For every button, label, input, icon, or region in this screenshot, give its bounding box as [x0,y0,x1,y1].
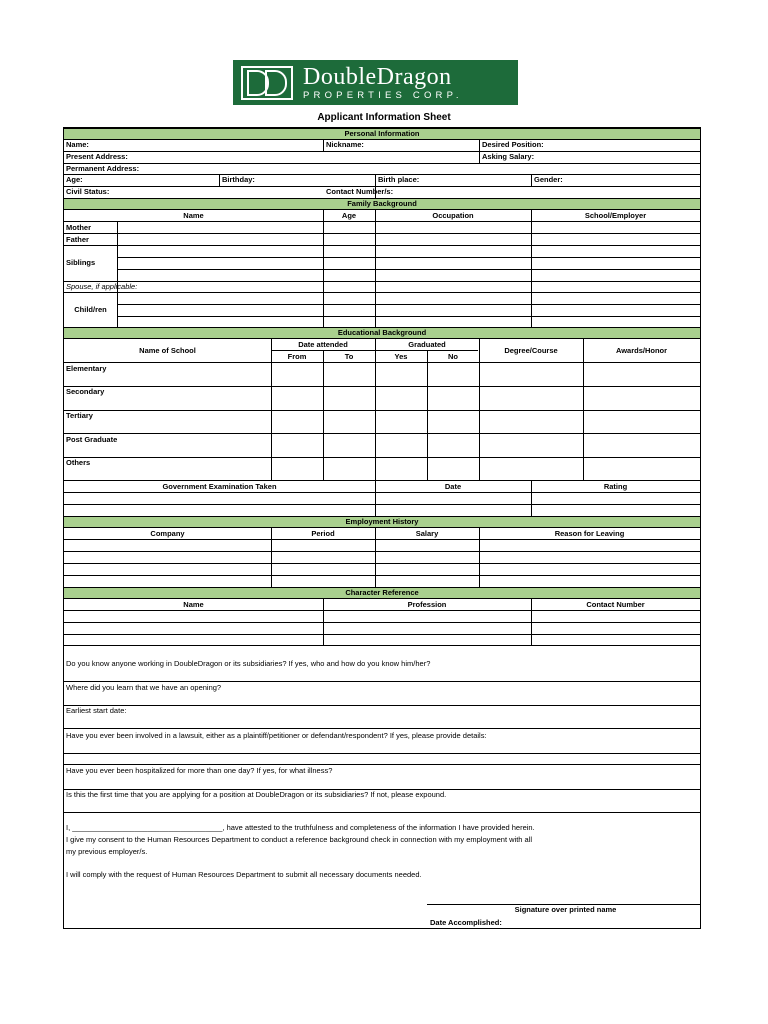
edu-col-from: From [287,352,307,361]
edu-col-graduated: Graduated [408,340,446,349]
employment-col-reason: Reason for Leaving [554,529,625,538]
question-start-date: Earliest start date: [66,706,127,715]
personal-info-header: Personal Information [64,128,700,140]
name-field[interactable]: Name: [66,140,89,149]
birthday-field[interactable]: Birthday: [222,175,255,184]
family-col-name: Name [183,211,204,220]
company-logo [233,60,518,105]
edu-col-to: To [344,352,354,361]
mother-label: Mother [66,223,91,232]
spouse-label: Spouse, if applicable: [66,282,138,291]
family-col-occupation: Occupation [432,211,474,220]
asking-salary-field[interactable]: Asking Salary: [482,152,535,161]
employment-history-header: Employment History [64,516,700,528]
question-first-time: Is this the first time that you are applying for a position at DoubleDragon or its subsidiaries? If not, please expound. [66,790,447,799]
family-col-age: Age [341,211,357,220]
character-reference-header: Character Reference [64,587,700,599]
permanent-address-field[interactable]: Permanent Address: [66,164,140,173]
civil-status-field[interactable]: Civil Status: [66,187,110,196]
date-accomplished-field[interactable]: Date Accomplished: [430,918,502,927]
edu-col-yes: Yes [394,352,408,361]
children-label: Child/ren [74,305,107,314]
educational-background-header: Educational Background [64,327,700,339]
reference-col-contact: Contact Number [586,600,645,609]
question-lawsuit: Have you ever been involved in a lawsuit, either as a plaintiff/petitioner or defendant/respondent? If yes, please provide details: [66,731,487,740]
logo-subtitle: PROPERTIES CORP. [303,89,463,101]
question-hospitalized: Have you ever been hospitalized for more than one day? If yes, for what illness? [66,766,333,775]
edu-level-secondary: Secondary [66,387,105,396]
consent-line-2: I give my consent to the Human Resources Department to conduct a reference background check in connection with my employment with all [66,835,533,844]
family-col-school-employer: School/Employer [584,211,647,220]
gov-exam-rating-col: Rating [603,482,628,491]
applicant-form [63,127,701,929]
question-know-anyone: Do you know anyone working in DoubleDragon or its subsidiaries? If yes, who and how do you know him/her? [66,659,431,668]
employment-col-salary: Salary [415,529,439,538]
gov-exam-date-col: Date [444,482,462,491]
edu-col-date-attended: Date attended [298,340,348,349]
present-address-field[interactable]: Present Address: [66,152,128,161]
question-learn-opening: Where did you learn that we have an opening? [66,683,222,692]
edu-col-no: No [448,352,458,361]
edu-level-post-graduate: Post Graduate [66,435,118,444]
contact-number-field[interactable]: Contact Number/s: [326,187,394,196]
employment-col-period: Period [311,529,335,538]
edu-level-elementary: Elementary [66,364,107,373]
desired-position-field[interactable]: Desired Position: [482,140,544,149]
gov-exam-col: Government Examination Taken [162,482,277,491]
consent-line-3: my previous employer/s. [66,847,148,856]
edu-level-others: Others [66,458,91,467]
edu-col-degree: Degree/Course [504,346,558,355]
nickname-field[interactable]: Nickname: [326,140,364,149]
consent-line-1: I, ____________________________________, have attested to the truthfulness and completeness of the information I have provided herein. [66,823,535,832]
dd-monogram-icon [241,66,293,100]
birth-place-field[interactable]: Birth place: [378,175,420,184]
father-label: Father [66,235,89,244]
reference-col-profession: Profession [407,600,447,609]
logo-name: DoubleDragon [303,63,452,90]
edu-col-school: Name of School [139,346,196,355]
siblings-label: Siblings [66,258,96,267]
employment-col-company: Company [150,529,185,538]
age-field[interactable]: Age: [66,175,83,184]
page-title: Applicant Information Sheet [317,112,451,123]
gender-field[interactable]: Gender: [534,175,563,184]
edu-col-awards: Awards/Honor [615,346,668,355]
edu-level-tertiary: Tertiary [66,411,93,420]
reference-col-name: Name [183,600,204,609]
family-background-header: Family Background [64,198,700,210]
signature-label: Signature over printed name [514,905,617,914]
consent-line-4: I will comply with the request of Human Resources Department to submit all necessary documents needed. [66,870,422,879]
